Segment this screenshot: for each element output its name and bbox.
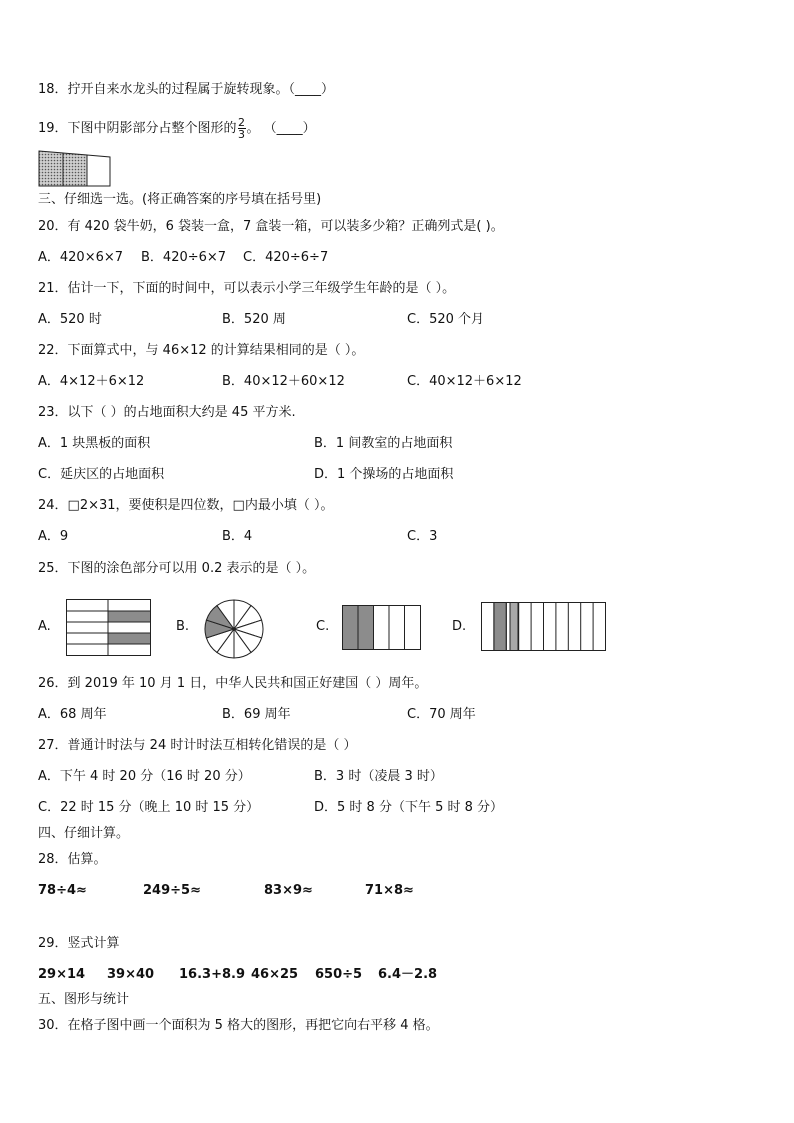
- q25-figure-c: [342, 605, 422, 651]
- q25a-shaded-cell-1: [108, 611, 150, 622]
- q25-label-b: B.: [176, 619, 190, 634]
- question-25: 25．下图的涂色部分可以用 0.2 表示的是（ ）。: [38, 561, 316, 576]
- q25a-shaded-cell-2: [108, 633, 150, 644]
- q26-option-b: B．69 周年: [222, 707, 291, 722]
- question-19-prefix: 19．下图中阴影部分占整个图形的: [38, 121, 237, 136]
- question-18: 18．拧开自来水龙头的过程属于旋转现象。（____）: [38, 82, 335, 97]
- q25-label-c: C.: [316, 619, 330, 634]
- q28-item-4: 71×8≈: [365, 883, 414, 898]
- q19-blank-part: [87, 155, 110, 186]
- question-23: 23．以下（ ）的占地面积大约是 45 平方米.: [38, 405, 296, 420]
- question-29: 29．竖式计算: [38, 936, 120, 951]
- q26-option-c: C．70 周年: [407, 707, 476, 722]
- question-20: 20．有 420 袋牛奶，6 袋装一盒，7 盒装一箱，可以装多少箱？正确列式是( )。: [38, 219, 504, 234]
- q26-option-a: A．68 周年: [38, 707, 107, 722]
- question-30: 30．在格子图中画一个面积为 5 格大的图形，再把它向右平移 4 格。: [38, 1018, 439, 1033]
- q29-item-2: 39×40: [107, 967, 155, 982]
- fraction-denominator: 3: [238, 128, 246, 141]
- q27-option-a: A．下午 4 时 20 分（16 时 20 分）: [38, 769, 251, 784]
- question-24: 24．□2×31，要使积是四位数，□内最小填（ ）。: [38, 498, 334, 513]
- question-27: 27．普通计时法与 24 时计时法互相转化错误的是（ ）: [38, 738, 357, 753]
- fraction: [238, 117, 246, 140]
- section-3-title: 三、仔细选一选。(将正确答案的序号填在括号里): [38, 192, 322, 207]
- q19-shaded-part-1: [39, 151, 63, 186]
- q21-option-b: B．520 周: [222, 312, 286, 327]
- q25-figure-a: [66, 599, 152, 659]
- fraction-numerator: 2: [238, 116, 246, 129]
- q23-option-a: A．1 块黑板的面积: [38, 436, 151, 451]
- question-21: 21．估计一下，下面的时间中，可以表示小学三年级学生年龄的是（ ）。: [38, 281, 456, 296]
- q25d-shaded-2: [510, 603, 518, 651]
- section-4-title: 四、仔细计算。: [38, 826, 130, 841]
- q23-option-c: C．延庆区的占地面积: [38, 467, 165, 482]
- q25-figure-b: [203, 598, 265, 660]
- q28-item-2: 249÷5≈: [143, 883, 201, 898]
- q23-option-d: D．1 个操场的占地面积: [314, 467, 454, 482]
- q28-item-1: 78÷4≈: [38, 883, 87, 898]
- q25-figure-d: [481, 602, 607, 652]
- q19-figure: [38, 150, 112, 188]
- q20-option-b: B．420÷6×7: [141, 250, 227, 265]
- q25d-shaded-1: [494, 603, 506, 651]
- question-26: 26．到 2019 年 10 月 1 日，中华人民共和国正好建国（ ）周年。: [38, 676, 428, 691]
- q21-option-a: A．520 时: [38, 312, 102, 327]
- q22-option-c: C．40×12＋6×12: [407, 374, 522, 389]
- q22-option-b: B．40×12＋60×12: [222, 374, 345, 389]
- q24-option-a: A．9: [38, 529, 69, 544]
- q25-label-a: A.: [38, 619, 51, 634]
- q29-item-1: 29×14: [38, 967, 86, 982]
- q19-shaded-part-2: [63, 153, 87, 186]
- q22-option-a: A．4×12＋6×12: [38, 374, 145, 389]
- q25-label-d: D.: [452, 619, 467, 634]
- q24-option-b: B．4: [222, 529, 253, 544]
- q28-item-3: 83×9≈: [264, 883, 313, 898]
- q20-option-c: C．420÷6÷7: [243, 250, 329, 265]
- question-19: [38, 117, 316, 140]
- q29-item-5: 650÷5: [315, 967, 363, 982]
- q27-option-b: B．3 时（凌晨 3 时）: [314, 769, 443, 784]
- q27-option-d: D．5 时 8 分（下午 5 时 8 分）: [314, 800, 504, 815]
- q23-option-b: B．1 间教室的占地面积: [314, 436, 453, 451]
- q29-item-6: 6.4－2.8: [378, 967, 438, 982]
- q21-option-c: C．520 个月: [407, 312, 485, 327]
- q20-option-a: A．420×6×7: [38, 250, 124, 265]
- q27-option-c: C．22 时 15 分（晚上 10 时 15 分）: [38, 800, 260, 815]
- q24-option-c: C．3: [407, 529, 438, 544]
- question-22: 22．下面算式中，与 46×12 的计算结果相同的是（ ）。: [38, 343, 365, 358]
- question-28: 28．估算。: [38, 852, 107, 867]
- q29-item-4: 46×25: [251, 967, 299, 982]
- q29-item-3: 16.3+8.9: [179, 967, 245, 982]
- question-19-suffix: 。 （____）: [246, 121, 316, 136]
- section-5-title: 五、图形与统计: [38, 992, 130, 1007]
